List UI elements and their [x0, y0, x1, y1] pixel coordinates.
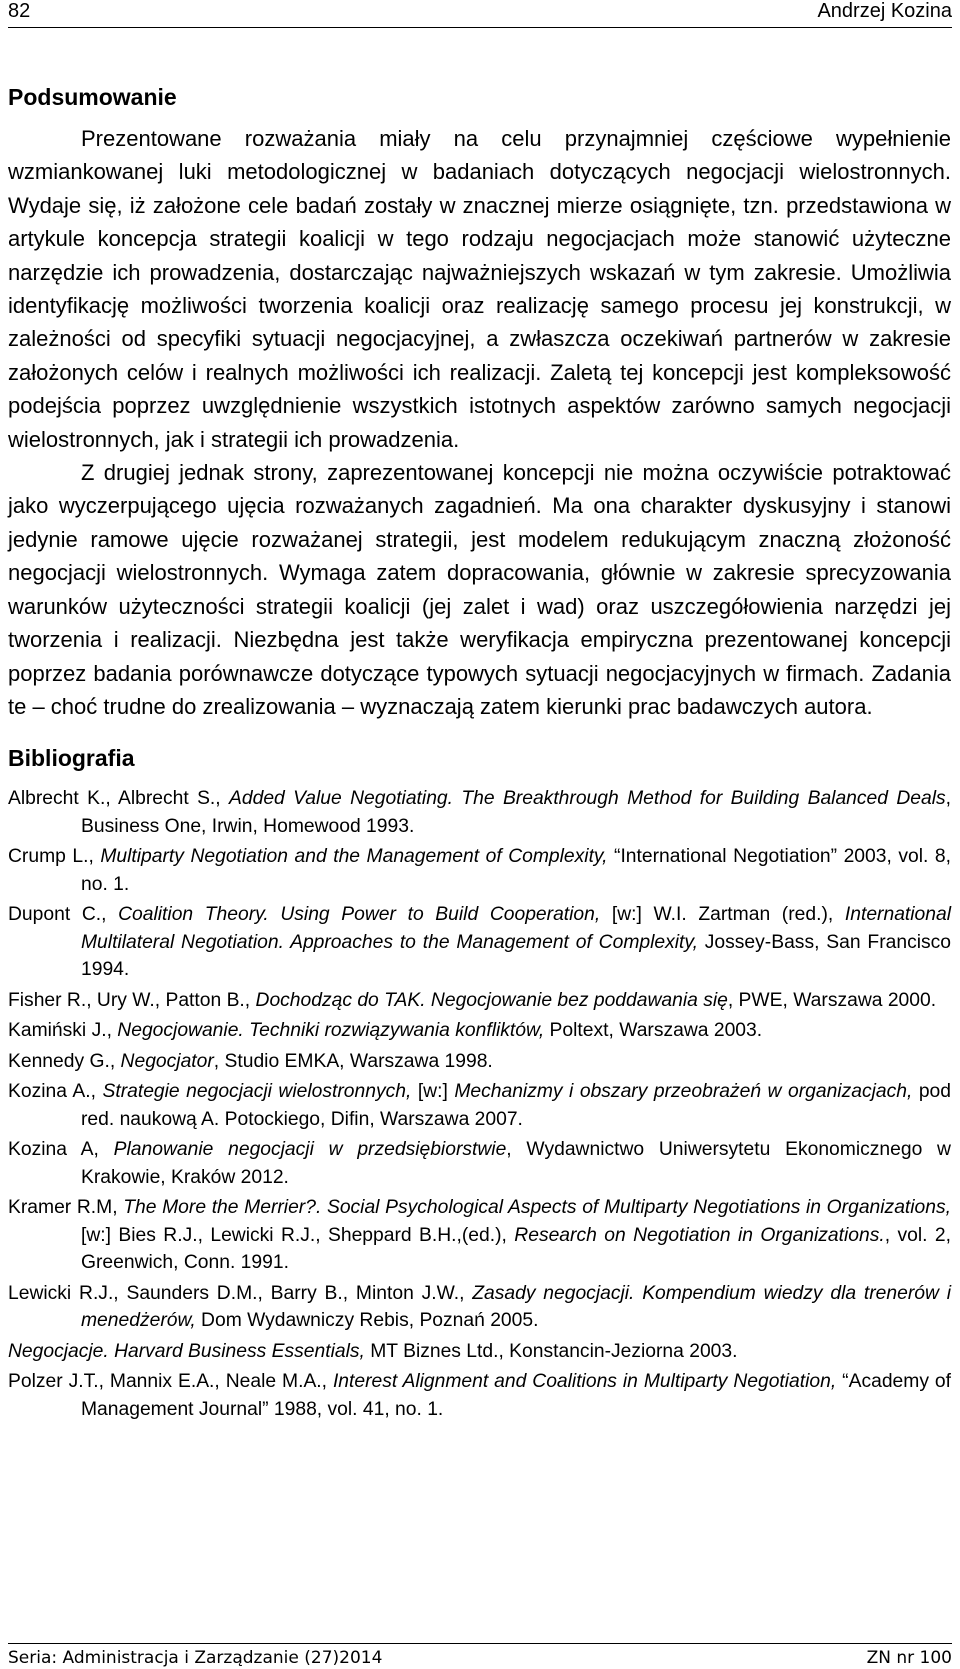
ref-authors: Kozina A,: [8, 1139, 114, 1161]
reference-list: [8, 785, 951, 1423]
ref-title: The More the Merrier?. Social Psychological Aspects of Multiparty Negotiations in Organizations,: [123, 1197, 952, 1219]
page-number: 82: [8, 0, 31, 22]
ref-title: Multiparty Negotiation and the Management of Complexity,: [100, 846, 608, 868]
ref-title: Negocjator: [120, 1050, 214, 1072]
ref-authors: Kramer R.M,: [8, 1197, 124, 1219]
ref-details: [w:] W.I. Zartman (red.),: [600, 904, 845, 926]
reference-item: [8, 987, 951, 1015]
ref-title: Coalition Theory. Using Power to Build Cooperation,: [118, 904, 601, 926]
ref-details: , Studio EMKA, Warszawa 1998.: [213, 1050, 493, 1072]
ref-details: “Academy of Management Journal” 1988, vol. 41, no. 1.: [81, 1371, 951, 1420]
ref-authors: Albrecht K., Albrecht S.,: [8, 788, 230, 810]
summary-paragraph: Z drugiej jednak strony, zaprezentowanej koncepcji nie można oczywiście potraktować jako wyczerpującego ujęcia rozważanych zagadnień. Ma ona charakter dyskusyjny i stanowi jedynie ramowe ujęcie rozważanej strategii, jest modelem redukującym znaczną złożoność negocjacji wielostronnych. Wymaga zatem dopracowania, głównie w zakresie sprecyzowania warunków użyteczności strategii koalicji (jej zalet i wad) oraz uszczegółowienia narzędzi jej tworzenia i realizacji. Niezbędna jest także weryfikacja empiryczna prezentowanej koncepcji poprzez badania porównawcze dotyczące typowych sytuacji negocjacyjnych w firmach. Zadania te – choć trudne do zrealizowania – wyznaczają zatem kierunki prac badawczych autora.: [8, 460, 951, 719]
ref-authors: Kennedy G.,: [8, 1050, 121, 1072]
journal-issue: ZN nr 100: [866, 1648, 952, 1668]
running-head-author: Andrzej Kozina: [817, 0, 952, 22]
ref-authors: Fisher R., Ury W., Patton B.,: [8, 989, 256, 1011]
ref-details-secondary: , vol. 2, Greenwich, Conn. 1991.: [81, 1224, 951, 1274]
reference-item: [8, 1017, 951, 1045]
ref-title: Added Value Negotiating. The Breakthrough Method for Building Balanced Deals: [229, 788, 946, 810]
summary-paragraph: Prezentowane rozważania miały na celu przynajmniej częściowe wypełnienie wzmiankowanej luki metodologicznej w badaniach dotyczących negocjacji wielostronnych. Wydaje się, iż założone cele badań zostały w znacznej mierze osiągnięte, tzn. przedstawiona w artykule koncepcja strategii koalicji w tego rodzaju negocjacjach może stanowić użyteczne narzędzie ich prowadzenia, dostarczając najważniejszych wskazań w tym zakresie. Umożliwia identyfikację możliwości tworzenia koalicji oraz realizację samego procesu jej konstrukcji, w zależności od specyfiki sytuacji negocjacyjnej, a zwłaszcza oczekiwań partnerów w zakresie założonych celów i realnych możliwości ich realizacji. Zaletą tej koncepcji jest kompleksowość podejścia poprzez uwzględnienie wszystkich istotnych aspektów zarówno samych negocjacji wielostronnych, jak i strategii ich prowadzenia.: [8, 126, 951, 452]
ref-title: Zasady negocjacji. Kompendium wiedzy dla trenerów i menedżerów,: [81, 1282, 951, 1332]
ref-details-secondary: Jossey-Bass, San Francisco 1994.: [81, 931, 951, 981]
section-heading-summary: Podsumowanie: [8, 84, 177, 110]
reference-item: [8, 785, 951, 840]
ref-title: Strategie negocjacji wielostronnych,: [102, 1081, 412, 1103]
page-footer: [8, 1643, 952, 1668]
reference-item: [8, 1194, 951, 1277]
ref-details: , PWE, Warszawa 2000.: [727, 989, 937, 1011]
reference-item: [8, 1136, 951, 1191]
reference-item: [8, 1078, 951, 1133]
ref-title: Dochodząc do TAK. Negocjowanie bez poddawania się: [255, 989, 728, 1011]
page-header: [8, 0, 952, 28]
reference-item: [8, 1280, 951, 1335]
ref-title-secondary: Mechanizmy i obszary przeobrażeń w organizacjach,: [454, 1081, 913, 1103]
reference-item: [8, 843, 951, 898]
ref-details: [w:] Bies R.J., Lewicki R.J., Sheppard B.H.,(ed.),: [81, 1224, 515, 1246]
ref-title: Planowanie negocjacji w przedsiębiorstwie: [113, 1139, 507, 1161]
reference-item: [8, 901, 951, 984]
ref-authors: Lewicki R.J., Saunders D.M., Barry B., Minton J.W.,: [8, 1282, 473, 1304]
section-heading-bibliography: Bibliografia: [8, 745, 135, 772]
ref-title: Interest Alignment and Coalitions in Multiparty Negotiation,: [332, 1371, 837, 1393]
ref-authors: Kamiński J.,: [8, 1020, 118, 1042]
ref-authors: Kozina A.,: [8, 1081, 103, 1103]
reference-item: [8, 1368, 951, 1423]
ref-details: Poltext, Warszawa 2003.: [544, 1020, 763, 1042]
ref-authors: Polzer J.T., Mannix E.A., Neale M.A.,: [8, 1371, 333, 1393]
ref-details: , Business One, Irwin, Homewood 1993.: [81, 788, 951, 837]
reference-item: [8, 1048, 951, 1076]
reference-item: [8, 1338, 951, 1366]
ref-details: “International Negotiation” 2003, vol. 8, no. 1.: [81, 846, 951, 895]
ref-details: [w:]: [411, 1081, 455, 1103]
ref-authors: Crump L.,: [8, 846, 101, 868]
ref-title: Negocjacje. Harvard Business Essentials,: [8, 1340, 365, 1362]
ref-details: MT Biznes Ltd., Konstancin-Jeziorna 2003.: [364, 1340, 738, 1362]
ref-title-secondary: International Multilateral Negotiation. Approaches to the Management of Complexity,: [81, 904, 952, 953]
ref-title: Negocjowanie. Techniki rozwiązywania konfliktów,: [117, 1020, 545, 1042]
ref-details: , Wydawnictwo Uniwersytetu Ekonomicznego w Krakowie, Kraków 2012.: [81, 1139, 951, 1188]
page-body: [8, 80, 951, 1426]
journal-series: Seria: Administracja i Zarządzanie (27)2014: [8, 1648, 383, 1668]
ref-details-secondary: pod red. naukową A. Potockiego, Difin, Warszawa 2007.: [81, 1081, 952, 1130]
ref-authors: Dupont C.,: [8, 904, 119, 926]
ref-title-secondary: Research on Negotiation in Organizations.: [514, 1224, 885, 1246]
ref-details: Dom Wydawniczy Rebis, Poznań 2005.: [195, 1310, 539, 1332]
